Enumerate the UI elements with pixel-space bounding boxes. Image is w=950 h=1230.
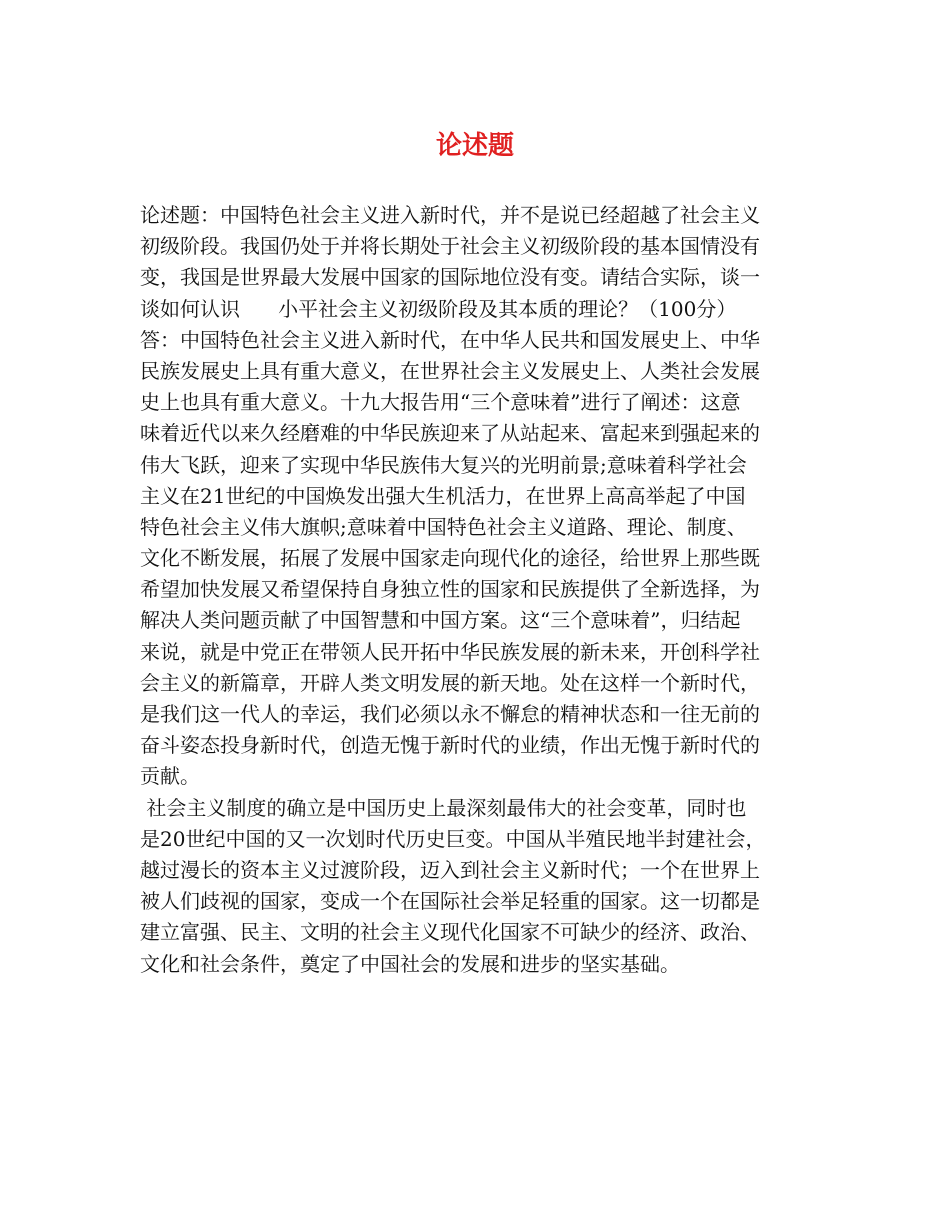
text-line: 奋斗姿态投身新时代，创造无愧于新时代的业绩，作出无愧于新时代的 xyxy=(140,733,760,758)
text-line: 是20世纪中国的又一次划时代历史巨变。中国从半殖民地半封建社会， xyxy=(140,826,766,851)
text-line: 是我们这一代人的幸运，我们必须以永不懈怠的精神状态和一往无前的 xyxy=(140,702,760,726)
text-line: 答：中国特色社会主义进入新时代，在中华人民共和国发展史上、中华 xyxy=(140,327,760,352)
text-line: 来说，就是中党正在带领人民开拓中华民族发展的新未来，开创科学社 xyxy=(140,639,760,664)
text-line: 会主义的新篇章，开辟人类文明发展的新天地。处在这样一个新时代， xyxy=(140,670,760,695)
text-line: 变，我国是世界最大发展中国家的国际地位没有变。请结合实际，谈一 xyxy=(140,265,760,290)
text-line: 味着近代以来久经磨难的中华民族迎来了从站起来、富起来到强起来的 xyxy=(140,421,760,446)
text-line: 文化和社会条件，奠定了中国社会的发展和进步的坚实基础。 xyxy=(140,951,680,976)
text-line: 谈如何认识 小平社会主义初级阶段及其本质的理论？（100分） xyxy=(140,296,737,321)
text-line: 民族发展史上具有重大意义，在世界社会主义发展史上、人类社会发展 xyxy=(140,358,760,383)
document-title: 论述题 xyxy=(435,131,514,161)
text-line: 贡献。 xyxy=(140,764,200,789)
text-line: 越过漫长的资本主义过渡阶段，迈入到社会主义新时代；一个在世界上 xyxy=(140,857,760,882)
text-line: 初级阶段。我国仍处于并将长期处于社会主义初级阶段的基本国情没有 xyxy=(140,234,760,259)
text-line: 解决人类问题贡献了中国智慧和中国方案。这“三个意味着”，归结起 xyxy=(140,608,741,633)
text-line: 建立富强、民主、文明的社会主义现代化国家不可缺少的经济、政治、 xyxy=(140,920,760,945)
text-line: 史上也具有重大意义。十九大报告用“三个意味着”进行了阐述：这意 xyxy=(140,390,741,415)
text-line: 被人们歧视的国家，变成一个在国际社会举足轻重的国家。这一切都是 xyxy=(140,889,760,914)
text-line: 社会主义制度的确立是中国历史上最深刻最伟大的社会变革，同时也 xyxy=(140,795,747,820)
text-line: 特色社会主义伟大旗帜;意味着中国特色社会主义道路、理论、制度、 xyxy=(140,514,747,539)
text-line: 主义在21世纪的中国焕发出强大生机活力，在世界上高高举起了中国 xyxy=(140,483,746,508)
text-line: 伟大飞跃，迎来了实现中华民族伟大复兴的光明前景;意味着科学社会 xyxy=(140,452,747,477)
text-line: 文化不断发展，拓展了发展中国家走向现代化的途径，给世界上那些既 xyxy=(140,546,760,571)
text-line: 论述题：中国特色社会主义进入新时代，并不是说已经超越了社会主义 xyxy=(140,203,760,227)
document-body xyxy=(140,200,812,980)
text-line: 希望加快发展又希望保持自身独立性的国家和民族提供了全新选择，为 xyxy=(140,577,760,602)
